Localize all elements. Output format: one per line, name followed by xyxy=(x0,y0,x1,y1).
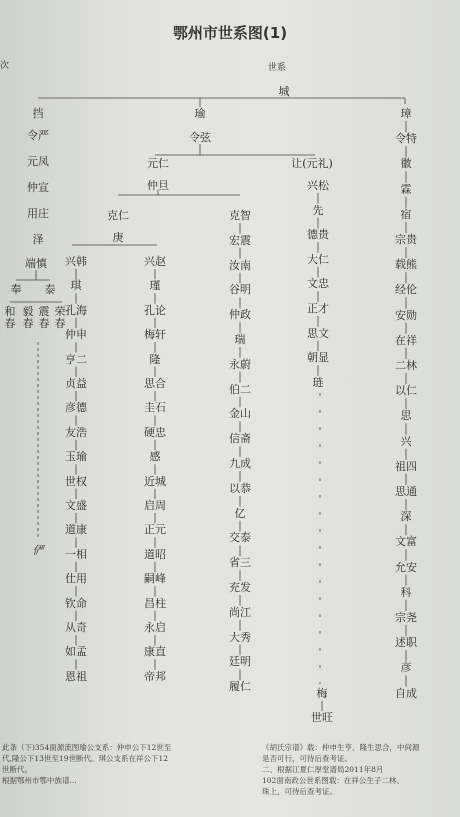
chain3-node: 大秀 xyxy=(229,630,251,644)
chain2-node: 帝邦 xyxy=(144,669,166,683)
col-b-kexin: 克仁 xyxy=(107,209,129,222)
chain5-node: 文富 xyxy=(395,535,417,549)
chain1-node: 仲申 xyxy=(65,328,87,342)
col-b-yuanli: 让(元礼) xyxy=(291,157,333,170)
chain3-node: 永蔚 xyxy=(229,357,251,371)
footnote-line: 代,隆公下13世至19世断代。琪公支系在祥公下12 xyxy=(2,754,169,763)
chain1-node: 贞益 xyxy=(65,377,87,390)
chain5-node: 思通 xyxy=(395,485,417,498)
chain2-node: 昌柱 xyxy=(144,596,166,610)
chain3-node: 谷明 xyxy=(229,283,251,297)
chain5-node: 徽 xyxy=(400,157,412,171)
col-a-node: 元凤 xyxy=(27,155,49,168)
chain2-node: 隆 xyxy=(149,352,161,366)
chain2-node: 嗣峰 xyxy=(144,572,166,586)
chain5-node: 二林 xyxy=(395,359,417,372)
chain2-node: 永启 xyxy=(144,621,166,634)
chain3-node: 九成 xyxy=(229,457,251,470)
chain1-node: 从奇 xyxy=(65,621,87,634)
chain1-node: 文盛 xyxy=(65,499,87,512)
col-b-node: 瑜 xyxy=(194,107,206,120)
chain4-node: 正才 xyxy=(307,302,329,315)
chain3-node: 以恭 xyxy=(229,481,251,495)
chain1-node: 彦德 xyxy=(65,401,87,415)
chain5-node: 兴 xyxy=(400,434,412,448)
chain3-node: 汝南 xyxy=(229,258,251,272)
footnote-line: 102面南政公世系图载：在祥公生子二林、 xyxy=(262,776,404,785)
footnote-line: 世断代。 xyxy=(2,765,32,774)
chain3-node: 亿 xyxy=(234,506,246,520)
chain1-node: 琪 xyxy=(70,279,82,293)
footnote-line: 此条（下)354面源流图瑜公支系：仲申公下12世至 xyxy=(2,743,172,752)
chain4-node: 先 xyxy=(312,203,324,217)
col-a-node: 仲宣 xyxy=(27,181,49,194)
chain3-node: 省三 xyxy=(229,556,251,570)
chain5-node: 思 xyxy=(400,409,412,423)
chain2-node: 启周 xyxy=(144,499,166,512)
chain1-node: 世权 xyxy=(65,474,87,488)
chain3-node: 宏震 xyxy=(229,233,251,247)
footnote-line: 根据鄂州市鄂中族谱... xyxy=(2,776,77,785)
chain5-node: 霖 xyxy=(400,182,412,196)
footnote-line: 珠上，可待后查考证。 xyxy=(262,787,337,796)
root-node: 城 xyxy=(278,85,290,98)
col-a-node: 用庄 xyxy=(27,207,49,220)
chain1-node: 道康 xyxy=(65,523,87,537)
col-b-yuanren: 元仁 xyxy=(147,157,169,170)
chain3-node: 信斋 xyxy=(229,432,251,446)
chain4-node: 兴松 xyxy=(307,179,329,192)
chain1-node: 孔海 xyxy=(65,303,87,317)
chain3-node: 履仁 xyxy=(229,680,251,694)
chain2-node: 感 xyxy=(149,450,161,464)
chain2-node: 思合 xyxy=(144,377,166,390)
chain1-node: 亨二 xyxy=(65,352,87,366)
col-b-geng: 庚 xyxy=(112,231,124,244)
chain4-end-node: 世旺 xyxy=(311,711,333,724)
chain1-node: 友浩 xyxy=(65,425,87,439)
chain5-node: 令特 xyxy=(395,132,417,146)
col-a-leaf: 和春 xyxy=(4,305,16,330)
chain5-node: 科 xyxy=(400,585,412,599)
footnote-right xyxy=(262,742,458,797)
chain5-node: 允安 xyxy=(395,560,417,574)
chain2-node: 硬忠 xyxy=(144,425,166,439)
footnote-line: 《胡氏宗谱》载：仲申生亨、隆生思合，中间源 xyxy=(262,743,420,752)
chain5-node: 自成 xyxy=(395,686,417,700)
chain2-node: 孔论 xyxy=(144,303,166,317)
chain2-node: 瑾 xyxy=(149,279,161,293)
chain1-node: 一相 xyxy=(65,547,87,561)
chain3-node: 交泰 xyxy=(229,531,251,545)
chain2-node: 圭石 xyxy=(144,401,166,415)
chain1-node: 玉瑜 xyxy=(65,450,87,464)
chain5-node: 述职 xyxy=(395,636,417,650)
col-a-node: 泽 xyxy=(32,233,44,246)
col-a-node: 挡 xyxy=(32,107,44,120)
col-a-leaf: 毅春 xyxy=(22,305,34,330)
footnote-line: 二、根据江夏仁厚堂谱局2011年8月 xyxy=(262,765,384,774)
chain5-node: 璋 xyxy=(400,107,412,120)
chain4-node: 大仁 xyxy=(307,252,329,266)
chain4-node: 琏 xyxy=(312,375,324,389)
chain3-node: 充发 xyxy=(229,581,251,594)
side-label: 次 xyxy=(0,61,10,71)
footnote-left xyxy=(2,742,228,786)
chain3-node: 金山 xyxy=(229,407,251,421)
col-a-branch: 奉 xyxy=(10,283,22,296)
chain5-node: 在祥 xyxy=(395,333,417,347)
col-a-leaf: 震春 xyxy=(38,305,50,330)
footnote-line: 是否可行，可待后查考证。 xyxy=(262,754,352,763)
col-b-zhongdan: 仲旦 xyxy=(147,179,169,192)
chain3-node: 瑞 xyxy=(234,333,246,346)
chain1-node: 恩祖 xyxy=(65,669,87,683)
chain5-node: 宗尧 xyxy=(395,611,417,624)
chain5-node: 彦 xyxy=(400,661,412,675)
col-a-note: 俨 xyxy=(32,544,44,557)
chain5-node: 宿 xyxy=(400,207,412,221)
chain5-node: 深 xyxy=(400,510,412,524)
chain3-node: 仲政 xyxy=(229,308,251,322)
chain3-node: 克智 xyxy=(229,209,251,222)
chain2-node: 康直 xyxy=(144,645,166,659)
chain2-node: 近城 xyxy=(144,474,166,488)
chain3-node: 廷明 xyxy=(229,655,251,669)
chain5-node: 以仁 xyxy=(395,384,417,398)
chain2-node: 正元 xyxy=(144,523,166,537)
chain1-node: 兴韩 xyxy=(65,255,87,268)
chain4-node: 朝显 xyxy=(307,351,329,365)
chain4-node: 文忠 xyxy=(307,277,329,291)
chain5-node: 载熊 xyxy=(395,258,417,272)
chain3-node: 尚江 xyxy=(229,605,251,619)
chain1-node: 钦命 xyxy=(65,596,87,610)
chain2-node: 道昭 xyxy=(144,547,166,561)
chain4-node: 德贵 xyxy=(307,228,329,242)
chain1-node: 仕用 xyxy=(65,572,87,586)
col-a-leaf: 荣春 xyxy=(54,305,66,330)
chain4-node: 思文 xyxy=(307,326,329,340)
col-b-node: 令弦 xyxy=(189,131,211,144)
chain2-node: 兴赵 xyxy=(144,255,166,268)
col-a-node: 令严 xyxy=(27,129,49,142)
chain1-node: 如孟 xyxy=(65,645,87,659)
chain5-node: 安勋 xyxy=(395,308,417,322)
chain5-node: 宗贵 xyxy=(395,233,417,246)
col-a-branch: 泰 xyxy=(44,283,56,296)
chain4-end-node: 梅 xyxy=(316,687,328,700)
chain3-node: 伯二 xyxy=(229,382,251,396)
page-title: 鄂州市世系图(1) xyxy=(172,24,288,42)
chain5-node: 经伦 xyxy=(395,283,417,297)
chain2-node: 梅轩 xyxy=(144,328,166,342)
chain5-node: 祖四 xyxy=(395,459,417,473)
col-a-node: 端慎 xyxy=(25,257,47,270)
shixi-label: 世系 xyxy=(267,63,287,73)
